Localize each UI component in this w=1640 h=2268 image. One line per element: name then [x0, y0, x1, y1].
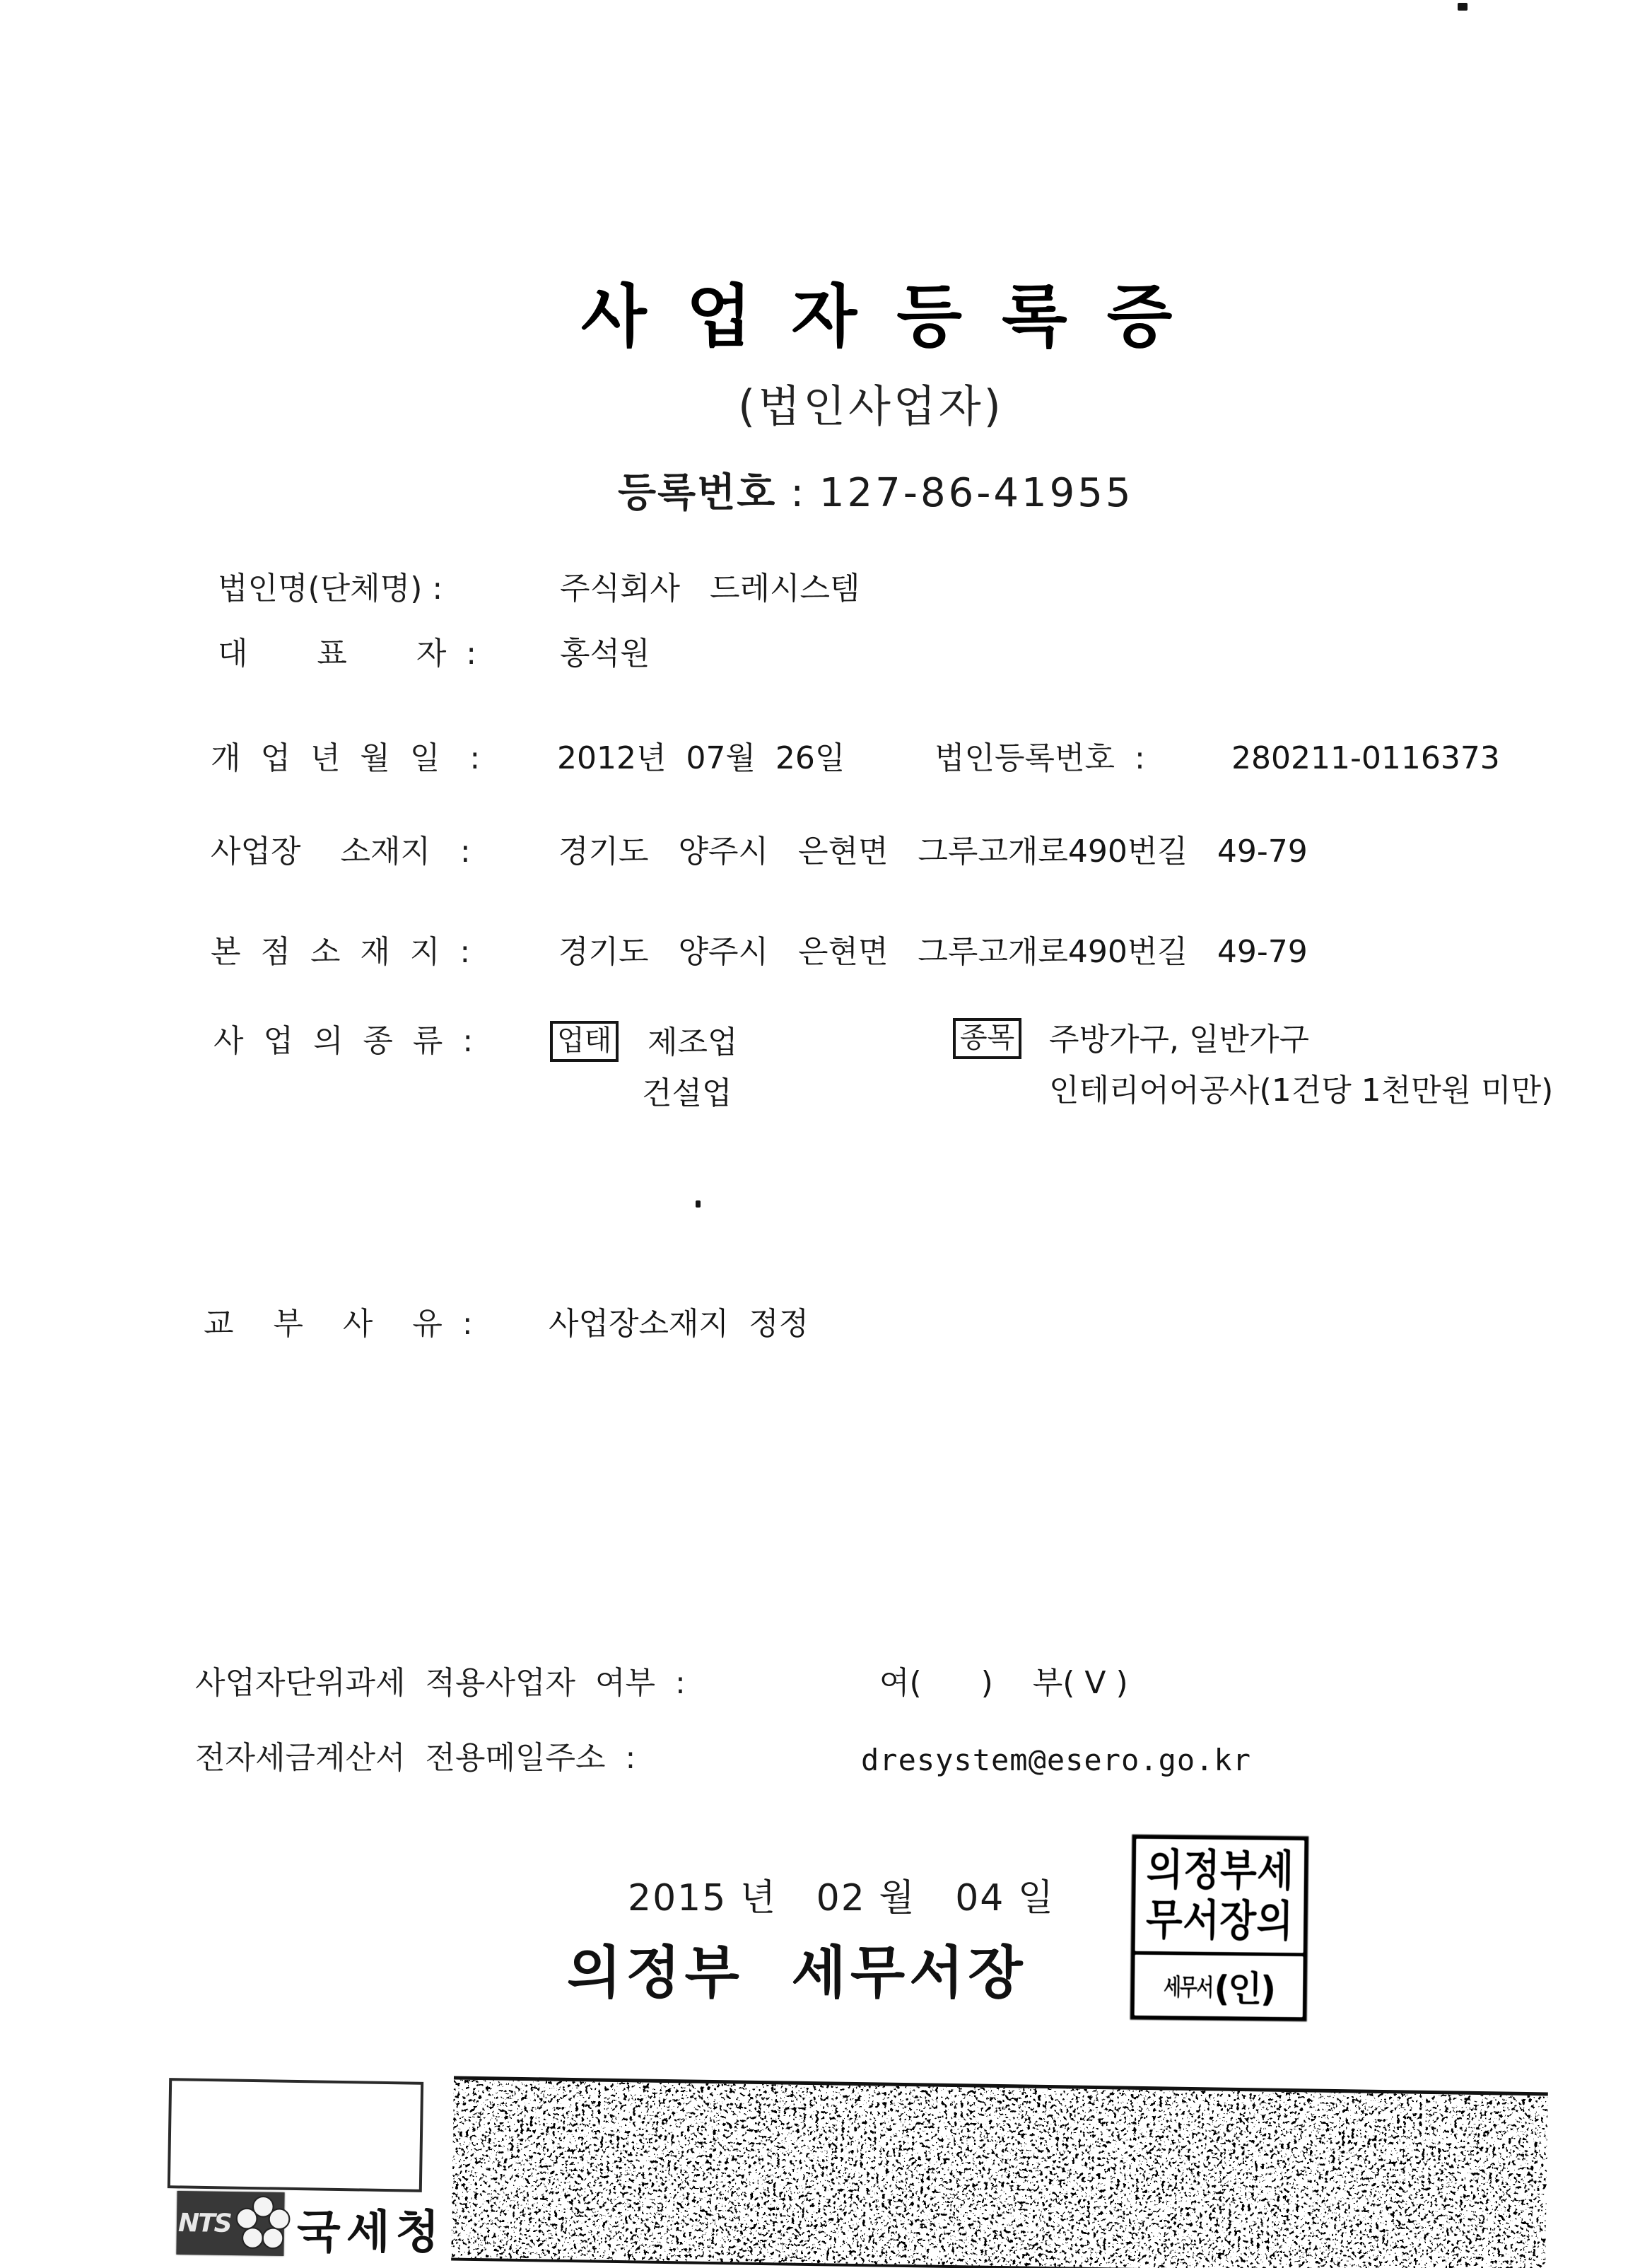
seal-small-text: 세무서 [1163, 1973, 1213, 2002]
etax-email-value: dresystem@esero.go.kr [861, 1743, 1252, 1777]
business-address-label: 사업장 소재지 : [211, 834, 471, 870]
nts-logo [176, 2191, 284, 2256]
seal-in-mark: (인) [1213, 1968, 1275, 2010]
etax-email-label: 전자세금계산서 전용메일주소 : [195, 1740, 636, 1776]
official-seal-stamp [1130, 1835, 1309, 2022]
business-type-label: 사 업 의 종 류 : [213, 1023, 474, 1059]
agency-name: 국세청 [297, 2206, 445, 2259]
registration-number-value: 127-86-41955 [819, 470, 1134, 516]
open-date-label: 개 업 년 월 일 : [211, 740, 481, 776]
registration-number-colon: : [776, 470, 819, 516]
blank-box [168, 2078, 423, 2192]
ink-speck-middle [696, 1200, 701, 1208]
hq-address-value: 경기도 양주시 은현면 그루고개로490번길 49-79 [558, 934, 1308, 970]
hq-address-label: 본 점 소 재 지 : [211, 934, 471, 970]
seal-row-2: 무서장의 [1145, 1895, 1294, 1946]
seal-top-section [1135, 1839, 1305, 1956]
open-date-value: 2012년 07월 26일 [557, 740, 845, 776]
unit-taxation-label: 사업자단위과세 적용사업자 여부 : [195, 1665, 686, 1701]
uptae-value-2: 건설업 [642, 1075, 732, 1111]
issue-reason-label: 교 부 사 유 : [204, 1306, 473, 1342]
corp-name-value: 주식회사 드레시스템 [560, 571, 860, 607]
corp-name-label: 법인명(단체명) : [218, 571, 443, 607]
registration-number-line [618, 470, 1134, 516]
seal-row-1: 의정부세 [1146, 1845, 1294, 1896]
representative-label: 대 표 자 : [218, 636, 477, 672]
doc-title: 사업자등록증 [581, 277, 1212, 356]
mugunghwa-flower-icon [232, 2193, 293, 2255]
doc-subtitle: (법인사업자) [738, 380, 1004, 432]
business-address-value: 경기도 양주시 은현면 그루고개로490번길 49-79 [558, 834, 1308, 870]
registration-number-label: 등록번호 [618, 470, 777, 516]
issue-date: 2015 년 02 월 04 일 [628, 1877, 1055, 1919]
nts-logo-text: NTS [177, 2208, 231, 2238]
representative-value: 홍석원 [560, 636, 650, 672]
ink-speck-top [1458, 3, 1468, 11]
seal-bottom-section [1135, 1955, 1304, 2017]
jongmok-box: 종목 [953, 1018, 1021, 1059]
issue-reason-value: 사업장소재지 정정 [549, 1306, 809, 1342]
jongmok-value-1: 주방가구, 일반가구 [1049, 1022, 1310, 1058]
uptae-value-1: 제조업 [648, 1024, 738, 1060]
uptae-box: 업태 [550, 1021, 619, 1062]
issuer-name: 의정부 세무서장 [567, 1940, 1027, 2006]
security-noise-band [451, 2076, 1548, 2268]
corp-reg-no-label: 법인등록번호 : [935, 740, 1145, 776]
corp-reg-no-value: 280211-0116373 [1231, 740, 1500, 776]
jongmok-value-2: 인테리어어공사(1건당 1천만원 미만) [1049, 1072, 1554, 1109]
unit-taxation-value: 여( ) 부( V ) [879, 1665, 1128, 1701]
